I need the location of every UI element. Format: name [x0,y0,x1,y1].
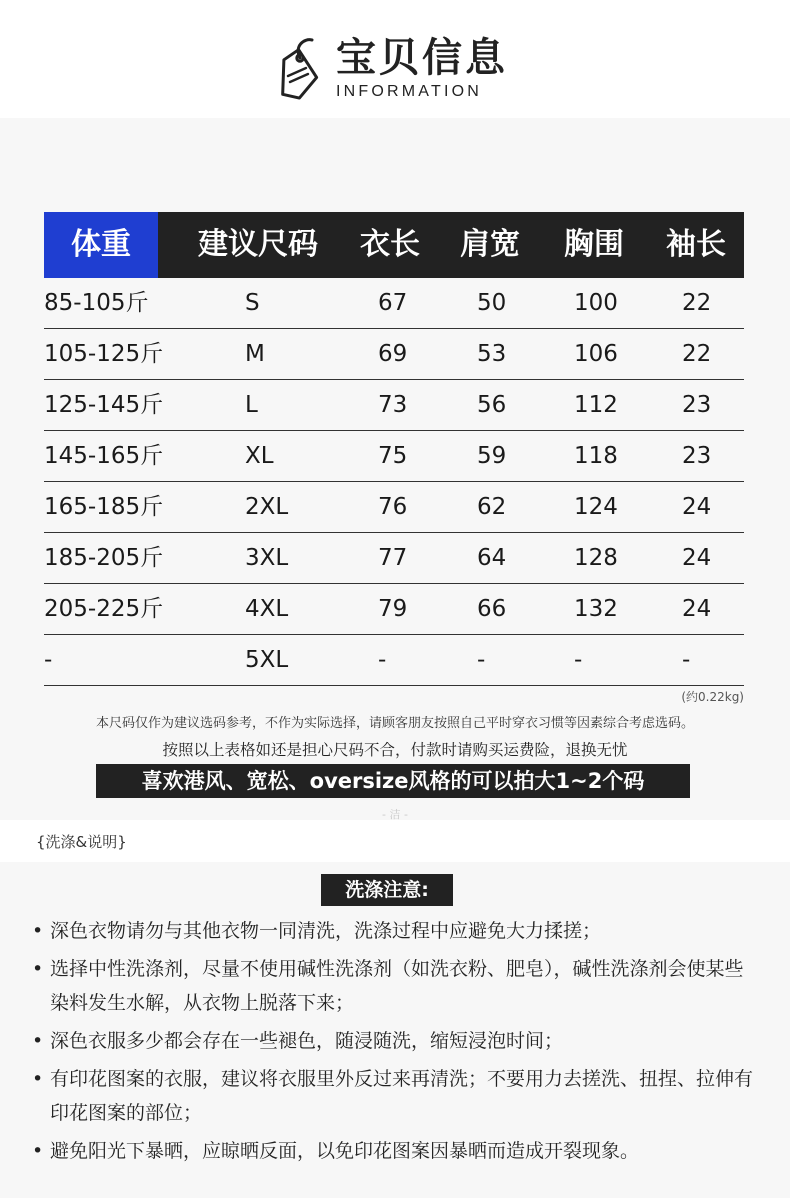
list-item [0,914,790,948]
cell-size: 2XL [245,494,289,520]
cell-size: S [245,290,260,316]
cell-length: - [378,647,387,673]
cell-chest: 100 [574,290,618,316]
cell-length: 79 [378,596,408,622]
wash-title: 洗涤注意: [321,874,453,906]
list-item [0,952,790,1020]
cell-size: 4XL [245,596,289,622]
header-shoulder: 肩宽 [460,227,520,262]
cell-length: 77 [378,545,408,571]
wash-section [0,862,790,1198]
cell-sleeve: 24 [682,494,712,520]
cell-shoulder: 59 [477,443,507,469]
cell-sleeve: 22 [682,341,712,367]
cell-size: 5XL [245,647,289,673]
cell-sleeve: - [682,647,691,673]
table-row [44,380,744,431]
cell-sleeve: 24 [682,596,712,622]
size-section [0,118,790,820]
header-sleeve: 袖长 [666,227,726,262]
cell-weight: - [44,647,53,673]
cell-chest: - [574,647,583,673]
cell-sleeve: 23 [682,392,712,418]
header-chest: 胸围 [564,227,624,262]
table-row [44,533,744,584]
cell-length: 67 [378,290,408,316]
cell-length: 73 [378,392,408,418]
cell-weight: 125-145斤 [44,392,164,418]
bullet: • [32,1140,44,1162]
list-item [0,1024,790,1058]
table-row [44,584,744,635]
cell-weight: 165-185斤 [44,494,164,520]
cell-length: 76 [378,494,408,520]
table-row [44,482,744,533]
bullet: • [32,1068,44,1090]
cell-shoulder: 66 [477,596,507,622]
cell-length: 75 [378,443,408,469]
cell-size: XL [245,443,274,469]
cell-weight: 185-205斤 [44,545,164,571]
cell-chest: 132 [574,596,618,622]
cell-sleeve: 23 [682,443,712,469]
size-disclaimer: 本尺码仅作为建议选码参考，不作为实际选择，请顾客朋友按照自己平时穿衣习惯等因素综合考虑选码。 [95,716,694,731]
header-size: 建议尺码 [198,227,318,262]
size-up-banner: 喜欢港风、宽松、oversize风格的可以拍大1~2个码 [96,764,690,798]
cell-weight: 105-125斤 [44,341,164,367]
list-item-text: 选择中性洗涤剂，尽量不使用碱性洗涤剂（如洗衣粉、肥皂），碱性洗涤剂会使某些染料发生水解，从衣物上脱落下来； [50,958,744,1014]
wash-section-label: {洗涤&说明} [36,833,127,851]
wash-list [0,914,790,1172]
table-header-row [44,212,744,278]
cell-chest: 118 [574,443,618,469]
cell-size: M [245,341,265,367]
page-header [0,0,790,118]
table-row [44,431,744,482]
list-item-text: 深色衣服多少都会存在一些褪色，随浸随洗，缩短浸泡时间； [50,1030,564,1052]
cell-length: 69 [378,341,408,367]
cell-weight: 205-225斤 [44,596,164,622]
cell-sleeve: 24 [682,545,712,571]
cell-shoulder: 50 [477,290,507,316]
table-row [44,329,744,380]
price-tag-icon [276,36,322,102]
cell-chest: 124 [574,494,618,520]
header-weight: 体重 [44,212,158,278]
list-item-text: 避免阳光下暴晒，应晾晒反面，以免印花图案因暴晒而造成开裂现象。 [50,1140,640,1162]
cell-weight: 85-105斤 [44,290,149,316]
cell-shoulder: 64 [477,545,507,571]
cell-chest: 128 [574,545,618,571]
cell-chest: 106 [574,341,618,367]
list-item-text: 有印花图案的衣服，建议将衣服里外反过来再清洗；不要用力去搓洗、扭捏、拉伸有印花图案的部位； [50,1068,754,1124]
list-item [0,1134,790,1168]
table-row [44,278,744,329]
cell-shoulder: 62 [477,494,507,520]
cell-chest: 112 [574,392,618,418]
size-table [44,212,744,686]
cell-sleeve: 22 [682,290,712,316]
unit-note: (约0.22kg) [681,690,744,704]
table-row [44,635,744,686]
page-title: 宝贝信息 [336,35,508,81]
cell-shoulder: 56 [477,392,507,418]
header-length: 衣长 [360,227,420,262]
cell-shoulder: 53 [477,341,507,367]
cell-weight: 145-165斤 [44,443,164,469]
page-subtitle: INFORMATION [336,83,483,100]
cell-size: L [245,392,258,418]
cell-shoulder: - [477,647,486,673]
list-item [0,1062,790,1130]
cell-size: 3XL [245,545,289,571]
bullet: • [32,1030,44,1052]
list-item-text: 深色衣物请勿与其他衣物一同清洗，洗涤过程中应避免大力揉搓； [50,920,602,942]
watermark-mark: - 洁 - [382,808,408,821]
bullet: • [32,958,44,980]
bullet: • [32,920,44,942]
shipping-insurance-note: 按照以上表格如还是担心尺码不合，付款时请购买运费险，退换无忧 [162,741,628,759]
